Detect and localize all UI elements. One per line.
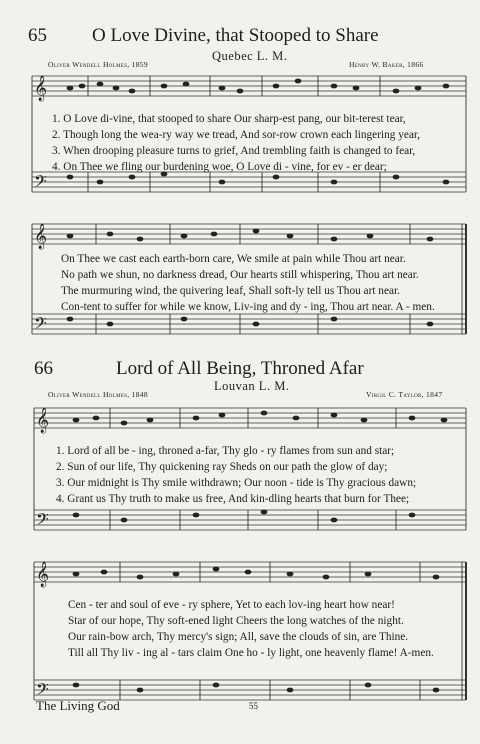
svg-text:𝄢: 𝄢 bbox=[36, 679, 49, 703]
hymn-number: 65 bbox=[28, 25, 47, 46]
verse-line: 2. Though long the wea-ry way we tread, And sor-row crown each lingering year, bbox=[52, 129, 421, 141]
verse-line: 4. On Thee we fling our burdening woe, O Love di - vine, for ev - er dear; bbox=[52, 161, 387, 173]
verse-line: 3. When drooping pleasure turns to grief, And trembling faith is changed to fear, bbox=[52, 145, 416, 157]
author-credit: Oliver Wendell Holmes, 1848 bbox=[48, 390, 148, 399]
verse-line: 1. O Love di-vine, that stooped to share Our sharp-est pang, our bit-terest tear, bbox=[52, 113, 406, 125]
svg-text:𝄢: 𝄢 bbox=[34, 313, 47, 337]
svg-text:𝄢: 𝄢 bbox=[34, 171, 47, 195]
verse-line: Con-tent to suffer for while we know, Liv-ing and dy - ing, Thou art near. A - men. bbox=[61, 301, 435, 313]
svg-text:𝄢: 𝄢 bbox=[36, 509, 49, 533]
verse-line: On Thee we cast each earth-born care, We smile at pain while Thou art near. bbox=[61, 253, 406, 265]
hymn-number: 66 bbox=[34, 358, 53, 379]
verse-line: 1. Lord of all be - ing, throned a-far, Thy glo - ry flames from sun and star; bbox=[56, 445, 395, 457]
verse-line: 3. Our midnight is Thy smile withdrawn; Our noon - tide is Thy gracious dawn; bbox=[56, 477, 417, 489]
verse-line: Till all Thy liv - ing al - tars claim One ho - ly light, one heavenly flame! A-men. bbox=[68, 647, 434, 659]
hymn-title: O Love Divine, that Stooped to Share bbox=[92, 25, 379, 46]
composer-credit: Henry W. Baker, 1866 bbox=[349, 60, 424, 69]
verse-line: Our rain-bow arch, Thy mercy's sign; All, save the clouds of sin, are Thine. bbox=[68, 631, 409, 643]
section-footer: The Living God bbox=[36, 698, 120, 713]
verse-line: Star of our hope, Thy soft-ened light Cheers the long watches of the night. bbox=[68, 615, 404, 627]
verse-line: 4. Grant us Thy truth to make us free, And kin-dling hearts that burn for Thee; bbox=[56, 493, 410, 505]
svg-text:𝄞: 𝄞 bbox=[36, 408, 50, 433]
page-number: 55 bbox=[249, 701, 258, 711]
composer-credit: Virgil C. Taylor, 1847 bbox=[366, 390, 443, 399]
author-credit: Oliver Wendell Holmes, 1859 bbox=[48, 60, 148, 69]
tune-name: Quebec L. M. bbox=[212, 49, 288, 63]
tune-name: Louvan L. M. bbox=[214, 379, 290, 393]
verse-block-second-half bbox=[68, 597, 434, 661]
hymn-title: Lord of All Being, Throned Afar bbox=[116, 358, 364, 379]
svg-text:𝄞: 𝄞 bbox=[36, 562, 50, 587]
verse-line: The murmuring wind, the quivering leaf, Shall soft-ly tell us Thou art near. bbox=[61, 285, 400, 297]
verse-block-first-half bbox=[56, 443, 416, 507]
svg-text:𝄞: 𝄞 bbox=[34, 76, 48, 101]
verse-line: Cen - ter and soul of eve - ry sphere, Yet to each lov-ing heart how near! bbox=[68, 599, 395, 611]
svg-text:𝄞: 𝄞 bbox=[34, 224, 48, 249]
verse-line: No path we shun, no darkness dread, Our hearts still whispering, Thou art near. bbox=[61, 269, 419, 281]
verse-line: 2. Sun of our life, Thy quickening ray Sheds on our path the glow of day; bbox=[56, 461, 388, 473]
